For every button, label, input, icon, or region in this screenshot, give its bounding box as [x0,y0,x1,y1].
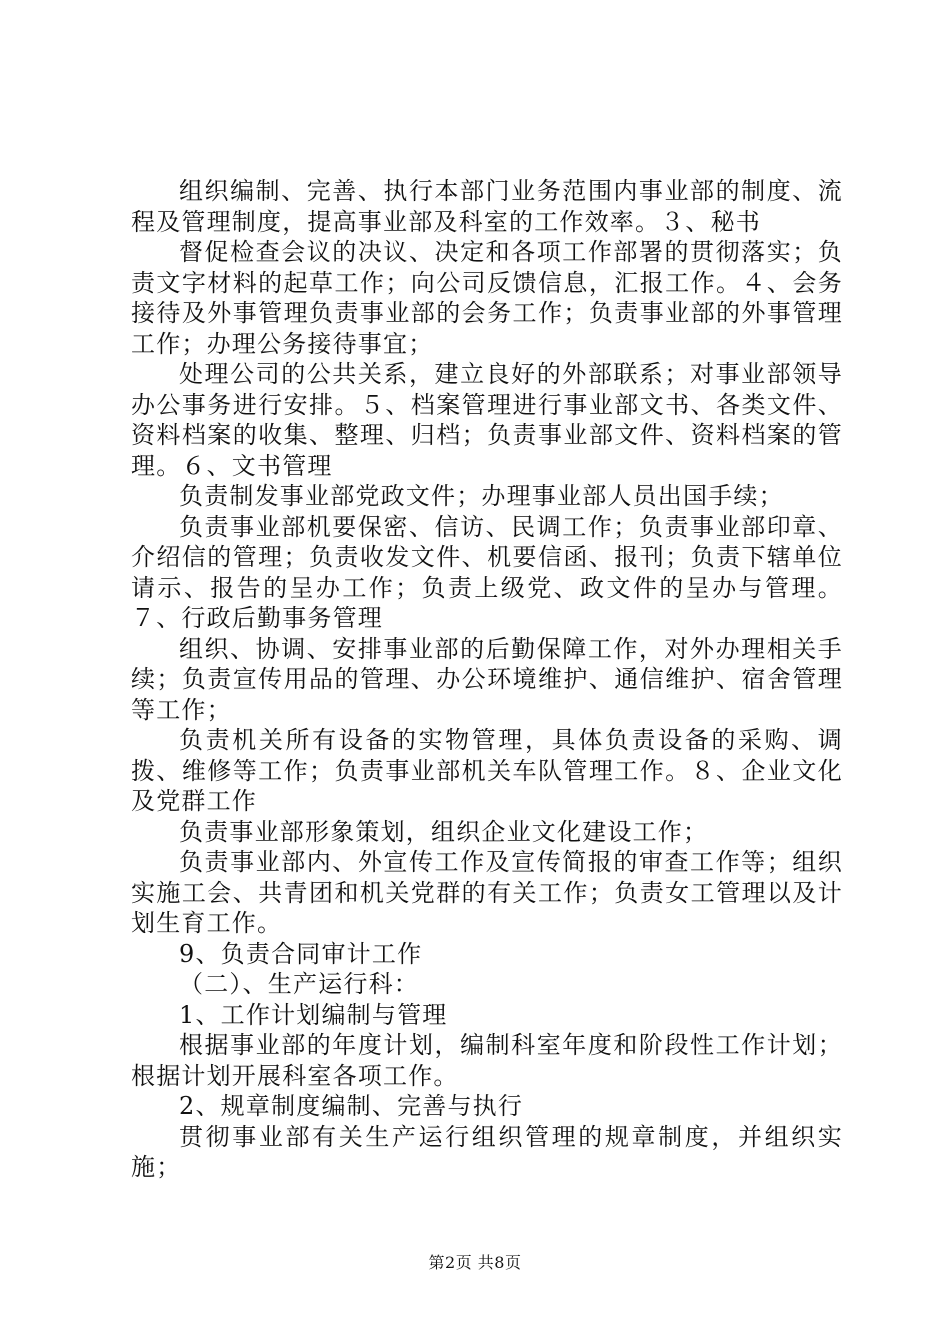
paragraph-15: 贯彻事业部有关生产运行组织管理的规章制度，并组织实施； [131,1122,843,1181]
paragraph-14: 2、规章制度编制、完善与执行 [179,1092,524,1120]
paragraph-12: 1、工作计划编制与管理 [179,1000,448,1029]
paragraph-13: 根据事业部的年度计划，编制科室年度和阶段性工作计划；根据计划开展科室各项工作。 [131,1031,843,1090]
paragraph-11: （二）、生产运行科： [179,970,419,998]
paragraph-1: 组织编制、完善、执行本部门业务范围内事业部的制度、流程及管理制度，提高事业部及科室的工作效率。３、秘书 [131,177,843,236]
paragraph-5: 负责事业部机要保密、信访、民调工作；负责事业部印章、介绍信的管理；负责收发文件、机要信函、报刊；负责下辖单位请示、报告的呈办工作；负责上级党、政文件的呈办与管理。７、行政后勤事务管理 [131,512,843,632]
paragraph-4: 负责制发事业部党政文件；办理事业部人员出国手续； [179,482,784,510]
page-footer: 第2页 共8页 [428,1253,522,1272]
paragraph-3: 处理公司的公共关系，建立良好的外部联系；对事业部领导办公事务进行安排。５、档案管理进行事业部文书、各类文件、资料档案的收集、整理、归档；负责事业部文件、资料档案的管理。６、文书管理 [131,360,843,480]
paragraph-7: 负责机关所有设备的实物管理，具体负责设备的采购、调拨、维修等工作；负责事业部机关车队管理工作。８、企业文化及党群工作 [131,726,843,815]
paragraph-6: 组织、协调、安排事业部的后勤保障工作，对外办理相关手续；负责宣传用品的管理、办公环境维护、通信维护、宿舍管理等工作； [131,634,843,724]
paragraph-9: 负责事业部内、外宣传工作及宣传简报的审查工作等；组织实施工会、共青团和机关党群的有关工作；负责女工管理以及计划生育工作。 [131,848,843,937]
paragraph-8: 负责事业部形象策划，组织企业文化建设工作； [179,817,709,846]
document-body [131,176,843,1183]
paragraph-2: 督促检查会议的决议、决定和各项工作部署的贯彻落实；负责文字材料的起草工作；向公司反馈信息，汇报工作。４、会务接待及外事管理负责事业部的会务工作；负责事业部的外事管理工作；办理公务接待事宜； [131,238,843,358]
paragraph-10: 9、负责合同审计工作 [179,939,423,968]
